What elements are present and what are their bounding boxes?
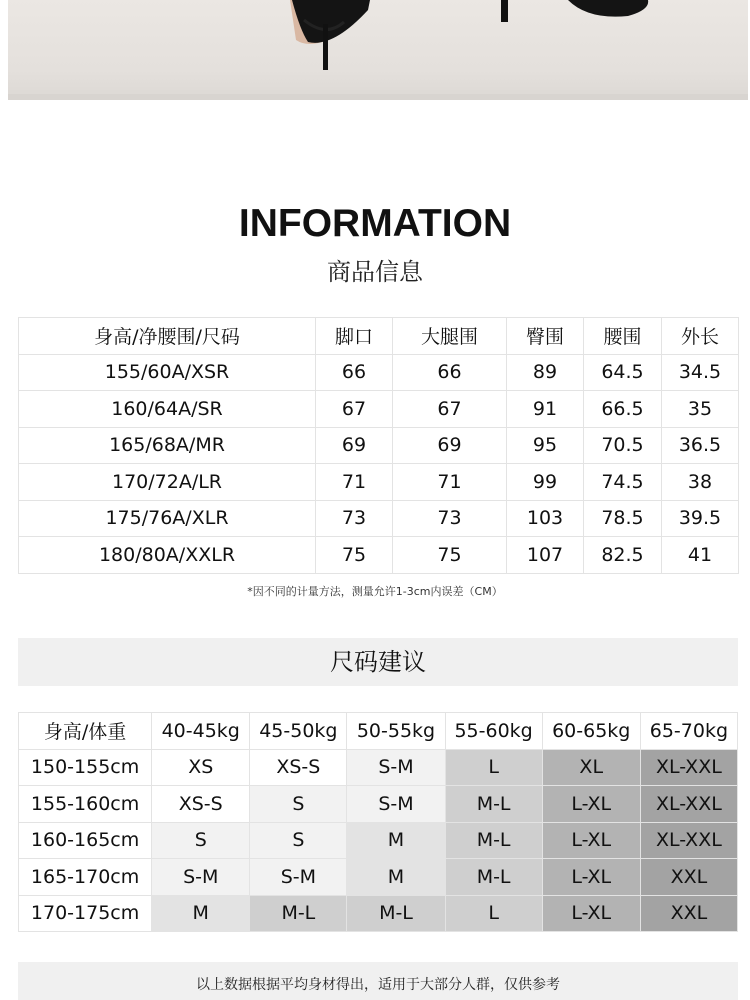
column-header: 65-70kg bbox=[640, 713, 737, 750]
table-row bbox=[19, 895, 738, 932]
row-header: 155-160cm bbox=[19, 786, 152, 823]
size-cell: M bbox=[152, 895, 250, 932]
measurement-note: *因不同的计量方法，测量允许1-3cm内误差（CM） bbox=[247, 585, 503, 598]
size-cell: M-L bbox=[445, 822, 542, 859]
table-cell: 35 bbox=[662, 391, 739, 428]
table-row bbox=[19, 500, 739, 537]
table-cell: 91 bbox=[507, 391, 584, 428]
size-cell: S bbox=[250, 822, 347, 859]
information-subtitle: 商品信息 bbox=[327, 258, 423, 286]
table-cell: 78.5 bbox=[584, 500, 662, 537]
table-row bbox=[19, 786, 738, 823]
size-advice-heading: 尺码建议 bbox=[18, 638, 738, 686]
size-cell: S-M bbox=[347, 786, 445, 823]
bottom-disclaimer bbox=[18, 962, 738, 1000]
table-cell: 66 bbox=[393, 354, 507, 391]
size-cell: M bbox=[347, 859, 445, 896]
row-header: 160-165cm bbox=[19, 822, 152, 859]
table-cell: 34.5 bbox=[662, 354, 739, 391]
size-cell: M-L bbox=[445, 859, 542, 896]
table-cell: 71 bbox=[393, 464, 507, 501]
table-cell: 66.5 bbox=[584, 391, 662, 428]
column-header: 腰围 bbox=[584, 318, 662, 355]
product-photo bbox=[8, 0, 748, 100]
size-cell: L-XL bbox=[542, 859, 640, 896]
table-cell: 95 bbox=[507, 427, 584, 464]
size-cell: L-XL bbox=[542, 822, 640, 859]
size-cell: XL bbox=[542, 749, 640, 786]
table-row bbox=[19, 427, 739, 464]
table-row bbox=[19, 537, 739, 574]
table-cell: 70.5 bbox=[584, 427, 662, 464]
column-header: 50-55kg bbox=[347, 713, 445, 750]
size-cell: S-M bbox=[347, 749, 445, 786]
column-header: 身高/净腰围/尺码 bbox=[19, 318, 316, 355]
table-cell: 41 bbox=[662, 537, 739, 574]
measurement-table bbox=[18, 317, 739, 574]
table-cell: 66 bbox=[316, 354, 393, 391]
size-recommendation-table bbox=[18, 712, 738, 932]
size-cell: XXL bbox=[640, 859, 737, 896]
size-cell: XL-XXL bbox=[640, 822, 737, 859]
table-cell: 175/76A/XLR bbox=[19, 500, 316, 537]
table-cell: 74.5 bbox=[584, 464, 662, 501]
table-cell: 75 bbox=[393, 537, 507, 574]
table-cell: 39.5 bbox=[662, 500, 739, 537]
table-cell: 64.5 bbox=[584, 354, 662, 391]
table-cell: 36.5 bbox=[662, 427, 739, 464]
table-cell: 107 bbox=[507, 537, 584, 574]
size-cell: XS-S bbox=[152, 786, 250, 823]
column-header: 身高/体重 bbox=[19, 713, 152, 750]
column-header: 脚口 bbox=[316, 318, 393, 355]
size-cell: S-M bbox=[152, 859, 250, 896]
table-cell: 82.5 bbox=[584, 537, 662, 574]
size-cell: XS bbox=[152, 749, 250, 786]
table-row bbox=[19, 464, 739, 501]
table-cell: 73 bbox=[316, 500, 393, 537]
column-header: 臀围 bbox=[507, 318, 584, 355]
size-cell: M-L bbox=[250, 895, 347, 932]
size-cell: M bbox=[347, 822, 445, 859]
size-cell: L bbox=[445, 749, 542, 786]
column-header: 45-50kg bbox=[250, 713, 347, 750]
table-cell: 69 bbox=[316, 427, 393, 464]
size-cell: L bbox=[445, 895, 542, 932]
column-header: 60-65kg bbox=[542, 713, 640, 750]
table-cell: 103 bbox=[507, 500, 584, 537]
information-title: INFORMATION bbox=[238, 202, 512, 245]
row-header: 165-170cm bbox=[19, 859, 152, 896]
size-cell: S-M bbox=[250, 859, 347, 896]
column-header: 40-45kg bbox=[152, 713, 250, 750]
size-cell: M-L bbox=[347, 895, 445, 932]
row-header: 170-175cm bbox=[19, 895, 152, 932]
table-cell: 99 bbox=[507, 464, 584, 501]
table-cell: 155/60A/XSR bbox=[19, 354, 316, 391]
table-cell: 160/64A/SR bbox=[19, 391, 316, 428]
column-header: 外长 bbox=[662, 318, 739, 355]
table-header-row bbox=[19, 713, 738, 750]
size-cell: M-L bbox=[445, 786, 542, 823]
table-row bbox=[19, 354, 739, 391]
table-cell: 165/68A/MR bbox=[19, 427, 316, 464]
table-cell: 38 bbox=[662, 464, 739, 501]
size-cell: XXL bbox=[640, 895, 737, 932]
table-cell: 89 bbox=[507, 354, 584, 391]
size-cell: XS-S bbox=[250, 749, 347, 786]
table-row bbox=[19, 822, 738, 859]
table-row bbox=[19, 859, 738, 896]
table-row bbox=[19, 749, 738, 786]
table-row bbox=[19, 391, 739, 428]
table-cell: 69 bbox=[393, 427, 507, 464]
table-cell: 73 bbox=[393, 500, 507, 537]
size-cell: XL-XXL bbox=[640, 786, 737, 823]
size-cell: S bbox=[152, 822, 250, 859]
size-cell: L-XL bbox=[542, 895, 640, 932]
shoe-heels-image bbox=[8, 0, 748, 100]
table-cell: 170/72A/LR bbox=[19, 464, 316, 501]
disclaimer-text: 以上数据根据平均身材得出，适用于大部分人群，仅供参考 bbox=[196, 977, 560, 993]
column-header: 大腿围 bbox=[393, 318, 507, 355]
table-cell: 71 bbox=[316, 464, 393, 501]
size-cell: S bbox=[250, 786, 347, 823]
size-cell: L-XL bbox=[542, 786, 640, 823]
row-header: 150-155cm bbox=[19, 749, 152, 786]
table-cell: 67 bbox=[393, 391, 507, 428]
column-header: 55-60kg bbox=[445, 713, 542, 750]
table-cell: 67 bbox=[316, 391, 393, 428]
size-cell: XL-XXL bbox=[640, 749, 737, 786]
table-header-row bbox=[19, 318, 739, 355]
table-cell: 180/80A/XXLR bbox=[19, 537, 316, 574]
table-cell: 75 bbox=[316, 537, 393, 574]
